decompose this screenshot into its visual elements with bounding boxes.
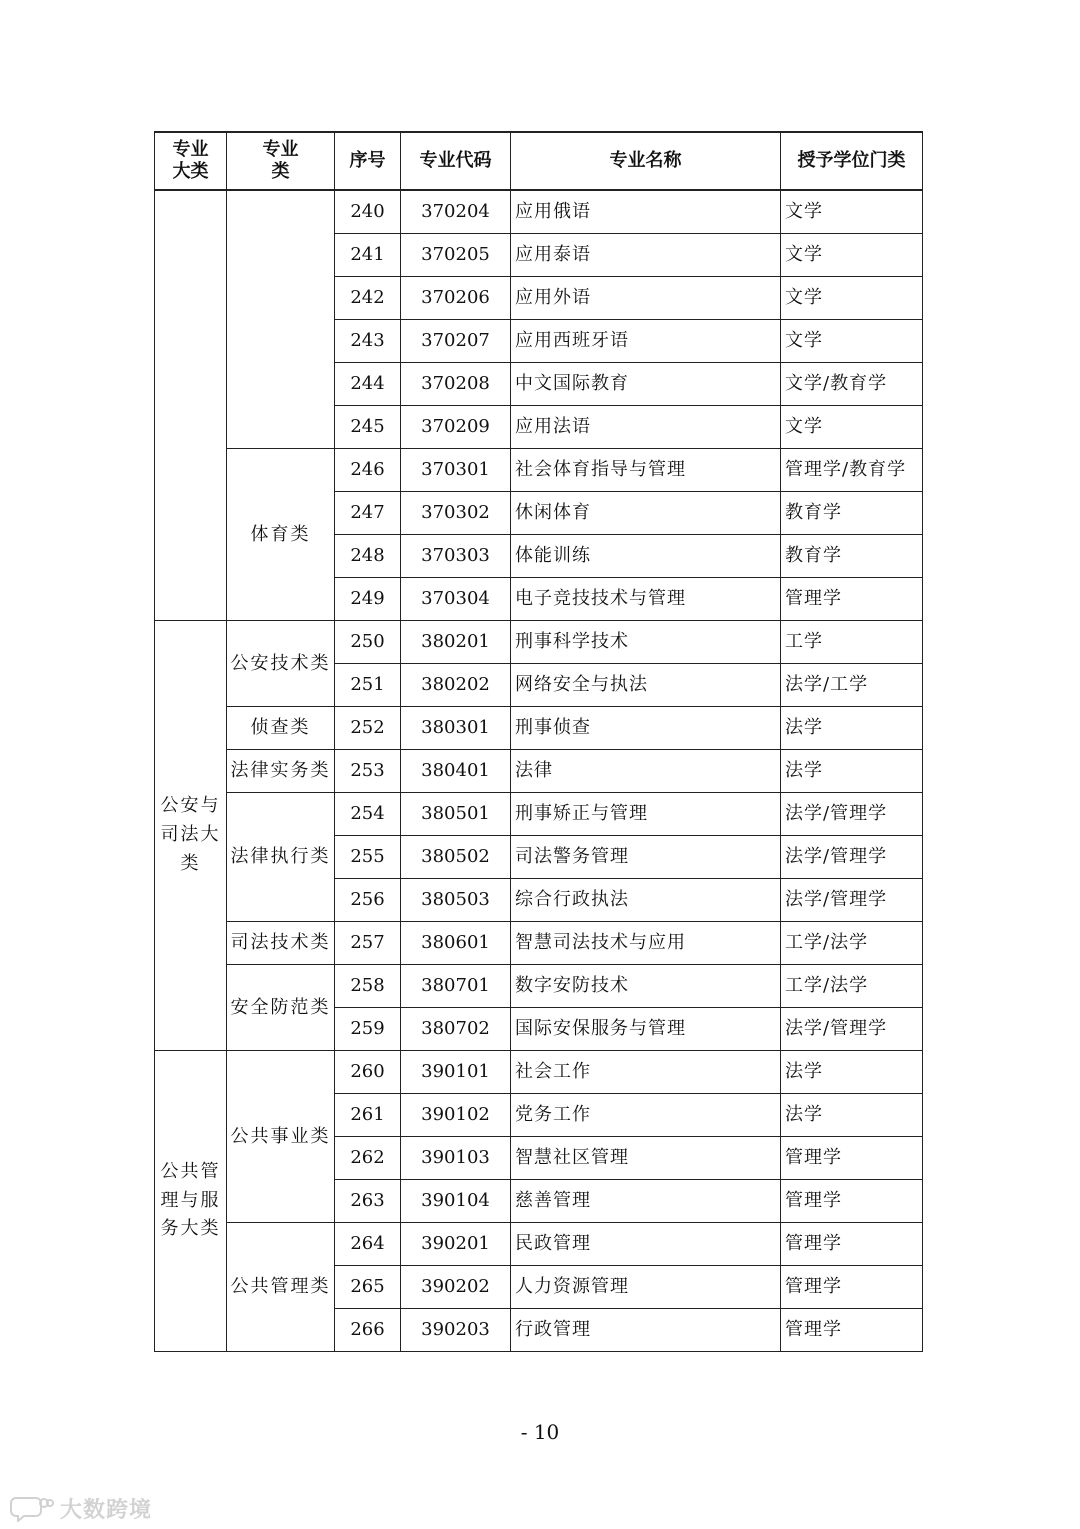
- serial-cell: 243: [335, 320, 401, 363]
- table-row: [155, 449, 923, 492]
- sub-category-cell: [227, 190, 335, 449]
- major-name-cell: 数字安防技术: [511, 965, 781, 1008]
- serial-cell: 252: [335, 707, 401, 750]
- sub-category-cell: 体育类: [227, 449, 335, 621]
- serial-cell: 266: [335, 1309, 401, 1352]
- serial-cell: 251: [335, 664, 401, 707]
- major-name-cell: 智慧司法技术与应用: [511, 922, 781, 965]
- table-header: [155, 132, 923, 190]
- table-row: [155, 621, 923, 664]
- degree-cell: 管理学/教育学: [781, 449, 923, 492]
- table-row: [155, 965, 923, 1008]
- watermark: [10, 1493, 152, 1523]
- serial-cell: 242: [335, 277, 401, 320]
- serial-cell: 260: [335, 1051, 401, 1094]
- serial-cell: 262: [335, 1137, 401, 1180]
- serial-cell: 265: [335, 1266, 401, 1309]
- major-category-line: 务大类: [160, 1218, 221, 1240]
- major-category-cell: [155, 190, 227, 621]
- serial-cell: 259: [335, 1008, 401, 1051]
- code-cell: 380503: [401, 879, 511, 922]
- code-cell: 370304: [401, 578, 511, 621]
- major-name-cell: 社会体育指导与管理: [511, 449, 781, 492]
- serial-cell: 241: [335, 234, 401, 277]
- table-row: [155, 750, 923, 793]
- degree-cell: 法学/工学: [781, 664, 923, 707]
- major-name-cell: 应用外语: [511, 277, 781, 320]
- degree-cell: 管理学: [781, 1309, 923, 1352]
- code-cell: 380502: [401, 836, 511, 879]
- major-category-line: 司法大: [160, 824, 221, 846]
- major-name-cell: 休闲体育: [511, 492, 781, 535]
- major-name-cell: 行政管理: [511, 1309, 781, 1352]
- major-name-cell: 民政管理: [511, 1223, 781, 1266]
- major-category-line: 类: [180, 852, 201, 874]
- degree-cell: 法学/管理学: [781, 879, 923, 922]
- header-major-category-line-2: 大类: [172, 161, 209, 182]
- table-row: [155, 707, 923, 750]
- degree-cell: 工学/法学: [781, 922, 923, 965]
- table-row: [155, 793, 923, 836]
- serial-cell: 263: [335, 1180, 401, 1223]
- watermark-text: 大数跨境: [60, 1497, 153, 1523]
- serial-cell: 246: [335, 449, 401, 492]
- sub-category-cell: 法律执行类: [227, 793, 335, 922]
- table-body: [155, 190, 923, 1352]
- degree-cell: 工学: [781, 621, 923, 664]
- header-major-category-line-1: 专业: [172, 139, 209, 161]
- serial-cell: 264: [335, 1223, 401, 1266]
- serial-cell: 261: [335, 1094, 401, 1137]
- code-cell: 380601: [401, 922, 511, 965]
- serial-cell: 245: [335, 406, 401, 449]
- major-name-cell: 党务工作: [511, 1094, 781, 1137]
- header-serial: 序号: [335, 132, 401, 190]
- code-cell: 380202: [401, 664, 511, 707]
- speech-bubble-logo-icon: [10, 1494, 54, 1522]
- major-name-cell: 网络安全与执法: [511, 664, 781, 707]
- degree-cell: 管理学: [781, 1180, 923, 1223]
- serial-cell: 254: [335, 793, 401, 836]
- table-row: [155, 922, 923, 965]
- major-name-cell: 应用俄语: [511, 190, 781, 234]
- table-row: [155, 1223, 923, 1266]
- code-cell: 370303: [401, 535, 511, 578]
- major-name-cell: 应用法语: [511, 406, 781, 449]
- degree-cell: 法学: [781, 707, 923, 750]
- serial-cell: 258: [335, 965, 401, 1008]
- serial-cell: 247: [335, 492, 401, 535]
- degree-cell: 法学/管理学: [781, 836, 923, 879]
- degree-cell: 法学/管理学: [781, 1008, 923, 1051]
- degree-cell: 文学: [781, 320, 923, 363]
- serial-cell: 253: [335, 750, 401, 793]
- degree-cell: 教育学: [781, 535, 923, 578]
- major-name-cell: 应用泰语: [511, 234, 781, 277]
- sub-category-cell: 侦查类: [227, 707, 335, 750]
- degree-cell: 文学: [781, 234, 923, 277]
- header-sub-category: [227, 132, 335, 190]
- code-cell: 380301: [401, 707, 511, 750]
- serial-cell: 256: [335, 879, 401, 922]
- major-name-cell: 综合行政执法: [511, 879, 781, 922]
- code-cell: 370208: [401, 363, 511, 406]
- major-name-cell: 智慧社区管理: [511, 1137, 781, 1180]
- degree-cell: 文学: [781, 190, 923, 234]
- major-category-cell: [155, 621, 227, 1051]
- serial-cell: 240: [335, 190, 401, 234]
- sub-category-cell: 司法技术类: [227, 922, 335, 965]
- code-cell: 370302: [401, 492, 511, 535]
- serial-cell: 257: [335, 922, 401, 965]
- sub-category-cell: 安全防范类: [227, 965, 335, 1051]
- code-cell: 390104: [401, 1180, 511, 1223]
- code-cell: 390201: [401, 1223, 511, 1266]
- code-cell: 390203: [401, 1309, 511, 1352]
- code-cell: 390101: [401, 1051, 511, 1094]
- header-degree: 授予学位门类: [781, 132, 923, 190]
- major-name-cell: 法律: [511, 750, 781, 793]
- table-row: [155, 190, 923, 234]
- table-row: [155, 1051, 923, 1094]
- sub-category-cell: 公安技术类: [227, 621, 335, 707]
- serial-cell: 255: [335, 836, 401, 879]
- sub-category-cell: 法律实务类: [227, 750, 335, 793]
- major-name-cell: 社会工作: [511, 1051, 781, 1094]
- header-major-category: [155, 132, 227, 190]
- serial-cell: 244: [335, 363, 401, 406]
- page-number: - 10: [520, 1420, 560, 1444]
- major-name-cell: 电子竞技技术与管理: [511, 578, 781, 621]
- header-code: 专业代码: [401, 132, 511, 190]
- code-cell: 370301: [401, 449, 511, 492]
- major-name-cell: 慈善管理: [511, 1180, 781, 1223]
- major-name-cell: 应用西班牙语: [511, 320, 781, 363]
- major-name-cell: 体能训练: [511, 535, 781, 578]
- degree-cell: 管理学: [781, 1223, 923, 1266]
- code-cell: 380501: [401, 793, 511, 836]
- code-cell: 370207: [401, 320, 511, 363]
- degree-cell: 教育学: [781, 492, 923, 535]
- major-category-line: 理与服: [160, 1189, 221, 1211]
- degree-cell: 文学: [781, 406, 923, 449]
- degree-cell: 管理学: [781, 578, 923, 621]
- degree-cell: 法学/管理学: [781, 793, 923, 836]
- majors-table: [154, 131, 923, 1352]
- degree-cell: 管理学: [781, 1266, 923, 1309]
- code-cell: 390202: [401, 1266, 511, 1309]
- code-cell: 370205: [401, 234, 511, 277]
- code-cell: 370204: [401, 190, 511, 234]
- degree-cell: 法学: [781, 750, 923, 793]
- code-cell: 390103: [401, 1137, 511, 1180]
- header-name: 专业名称: [511, 132, 781, 190]
- code-cell: 390102: [401, 1094, 511, 1137]
- major-category-line: 公共管: [160, 1160, 221, 1182]
- header-sub-category-line-2: 类: [271, 161, 290, 182]
- header-sub-category-line-1: 专业: [262, 139, 299, 161]
- code-cell: 380401: [401, 750, 511, 793]
- major-name-cell: 国际安保服务与管理: [511, 1008, 781, 1051]
- sub-category-cell: 公共管理类: [227, 1223, 335, 1352]
- degree-cell: 法学: [781, 1094, 923, 1137]
- degree-cell: 法学: [781, 1051, 923, 1094]
- major-category-cell: [155, 1051, 227, 1352]
- major-name-cell: 刑事侦查: [511, 707, 781, 750]
- major-category-line: 公安与: [160, 795, 221, 817]
- serial-cell: 250: [335, 621, 401, 664]
- serial-cell: 249: [335, 578, 401, 621]
- degree-cell: 文学/教育学: [781, 363, 923, 406]
- code-cell: 370209: [401, 406, 511, 449]
- major-name-cell: 刑事矫正与管理: [511, 793, 781, 836]
- degree-cell: 文学: [781, 277, 923, 320]
- header-row: [155, 132, 923, 190]
- code-cell: 380701: [401, 965, 511, 1008]
- code-cell: 380201: [401, 621, 511, 664]
- major-name-cell: 司法警务管理: [511, 836, 781, 879]
- sub-category-cell: 公共事业类: [227, 1051, 335, 1223]
- serial-cell: 248: [335, 535, 401, 578]
- major-name-cell: 中文国际教育: [511, 363, 781, 406]
- major-name-cell: 人力资源管理: [511, 1266, 781, 1309]
- code-cell: 370206: [401, 277, 511, 320]
- code-cell: 380702: [401, 1008, 511, 1051]
- degree-cell: 工学/法学: [781, 965, 923, 1008]
- major-name-cell: 刑事科学技术: [511, 621, 781, 664]
- degree-cell: 管理学: [781, 1137, 923, 1180]
